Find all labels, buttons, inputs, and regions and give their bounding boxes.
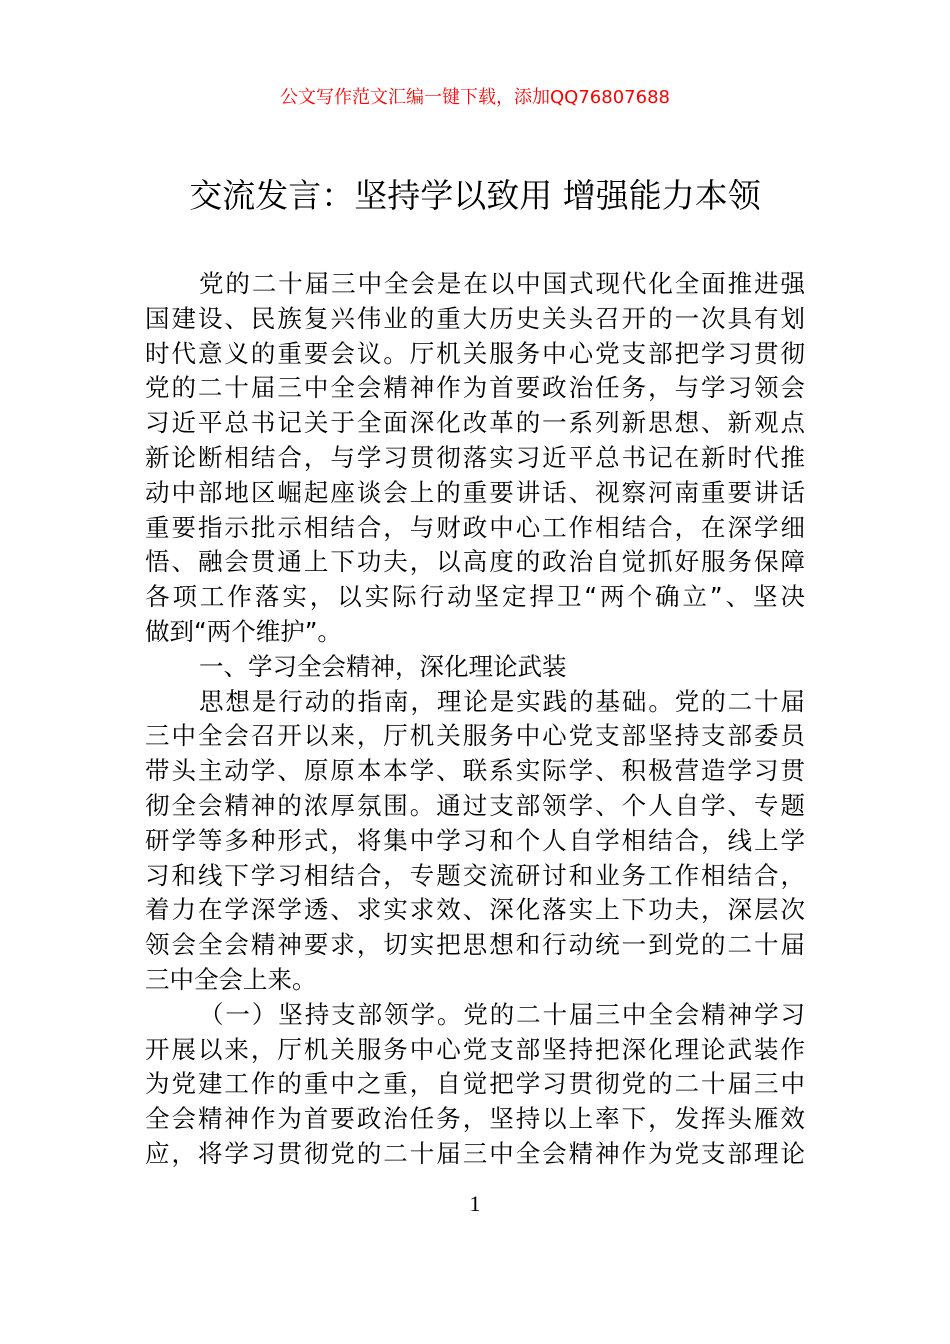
- paragraph-line: 党的二十届三中全会精神作为首要政治任务，与学习领会: [145, 373, 805, 403]
- document-title: 交流发言：坚持学以致用 增强能力本领: [189, 176, 761, 215]
- paragraph-line: 动中部地区崛起座谈会上的重要讲话、视察河南重要讲话: [145, 477, 805, 507]
- paragraph-line: 彻全会精神的浓厚氛围。通过支部领学、个人自学、专题: [145, 790, 805, 820]
- document-body: [145, 267, 805, 1172]
- paragraph-line: 着力在学深学透、求实求效、深化落实上下功夫，深层次: [145, 895, 805, 925]
- paragraph-line: 思想是行动的指南，理论是实践的基础。党的二十届: [199, 686, 805, 716]
- paragraph-line: 三中全会召开以来，厅机关服务中心党支部坚持支部委员: [145, 721, 805, 751]
- paragraph-line: 研学等多种形式，将集中学习和个人自学相结合，线上学: [145, 825, 805, 855]
- paragraph-line: 悟、融会贯通上下功夫，以高度的政治自觉抓好服务保障: [145, 547, 805, 577]
- paragraph-line: 习和线下学习相结合，专题交流研讨和业务工作相结合，: [145, 860, 805, 890]
- paragraph-line: 各项工作落实，以实际行动坚定捍卫“两个确立”、坚决: [145, 582, 805, 612]
- paragraph-line: 全会精神作为首要政治任务，坚持以上率下，发挥头雁效: [145, 1104, 805, 1134]
- paragraph-line: 做到“两个维护”。: [145, 616, 342, 646]
- paragraph-line: 习近平总书记关于全面深化改革的一系列新思想、新观点: [145, 408, 805, 438]
- paragraph-line: （一）坚持支部领学。党的二十届三中全会精神学习: [199, 999, 805, 1029]
- paragraph-line: 领会全会精神要求，切实把思想和行动统一到党的二十届: [145, 930, 805, 960]
- paragraph-line: 为党建工作的重中之重，自觉把学习贯彻党的二十届三中: [145, 1069, 805, 1099]
- paragraph-line: 带头主动学、原原本本学、联系实际学、积极营造学习贯: [145, 756, 805, 786]
- paragraph-line: 应，将学习贯彻党的二十届三中全会精神作为党支部理论: [145, 1138, 805, 1168]
- paragraph-line: 党的二十届三中全会是在以中国式现代化全面推进强: [199, 269, 805, 298]
- paragraph-line: 新论断相结合，与学习贯彻落实习近平总书记在新时代推: [145, 442, 805, 472]
- paragraph-line: 开展以来，厅机关服务中心党支部坚持把深化理论武装作: [145, 1034, 805, 1064]
- section-heading: 一、学习全会精神，深化理论武装: [199, 651, 567, 681]
- paragraph-line: 国建设、民族复兴伟业的重大历史关头召开的一次具有划: [145, 303, 805, 333]
- page-number: 1: [469, 1191, 481, 1216]
- paragraph-line: 重要指示批示相结合，与财政中心工作相结合，在深学细: [145, 512, 805, 542]
- paragraph-line: 时代意义的重要会议。厅机关服务中心党支部把学习贯彻: [145, 338, 805, 368]
- header-download-note: 公文写作范文汇编一键下载，添加QQ76807688: [280, 87, 670, 108]
- paragraph-line: 三中全会上来。: [145, 964, 317, 994]
